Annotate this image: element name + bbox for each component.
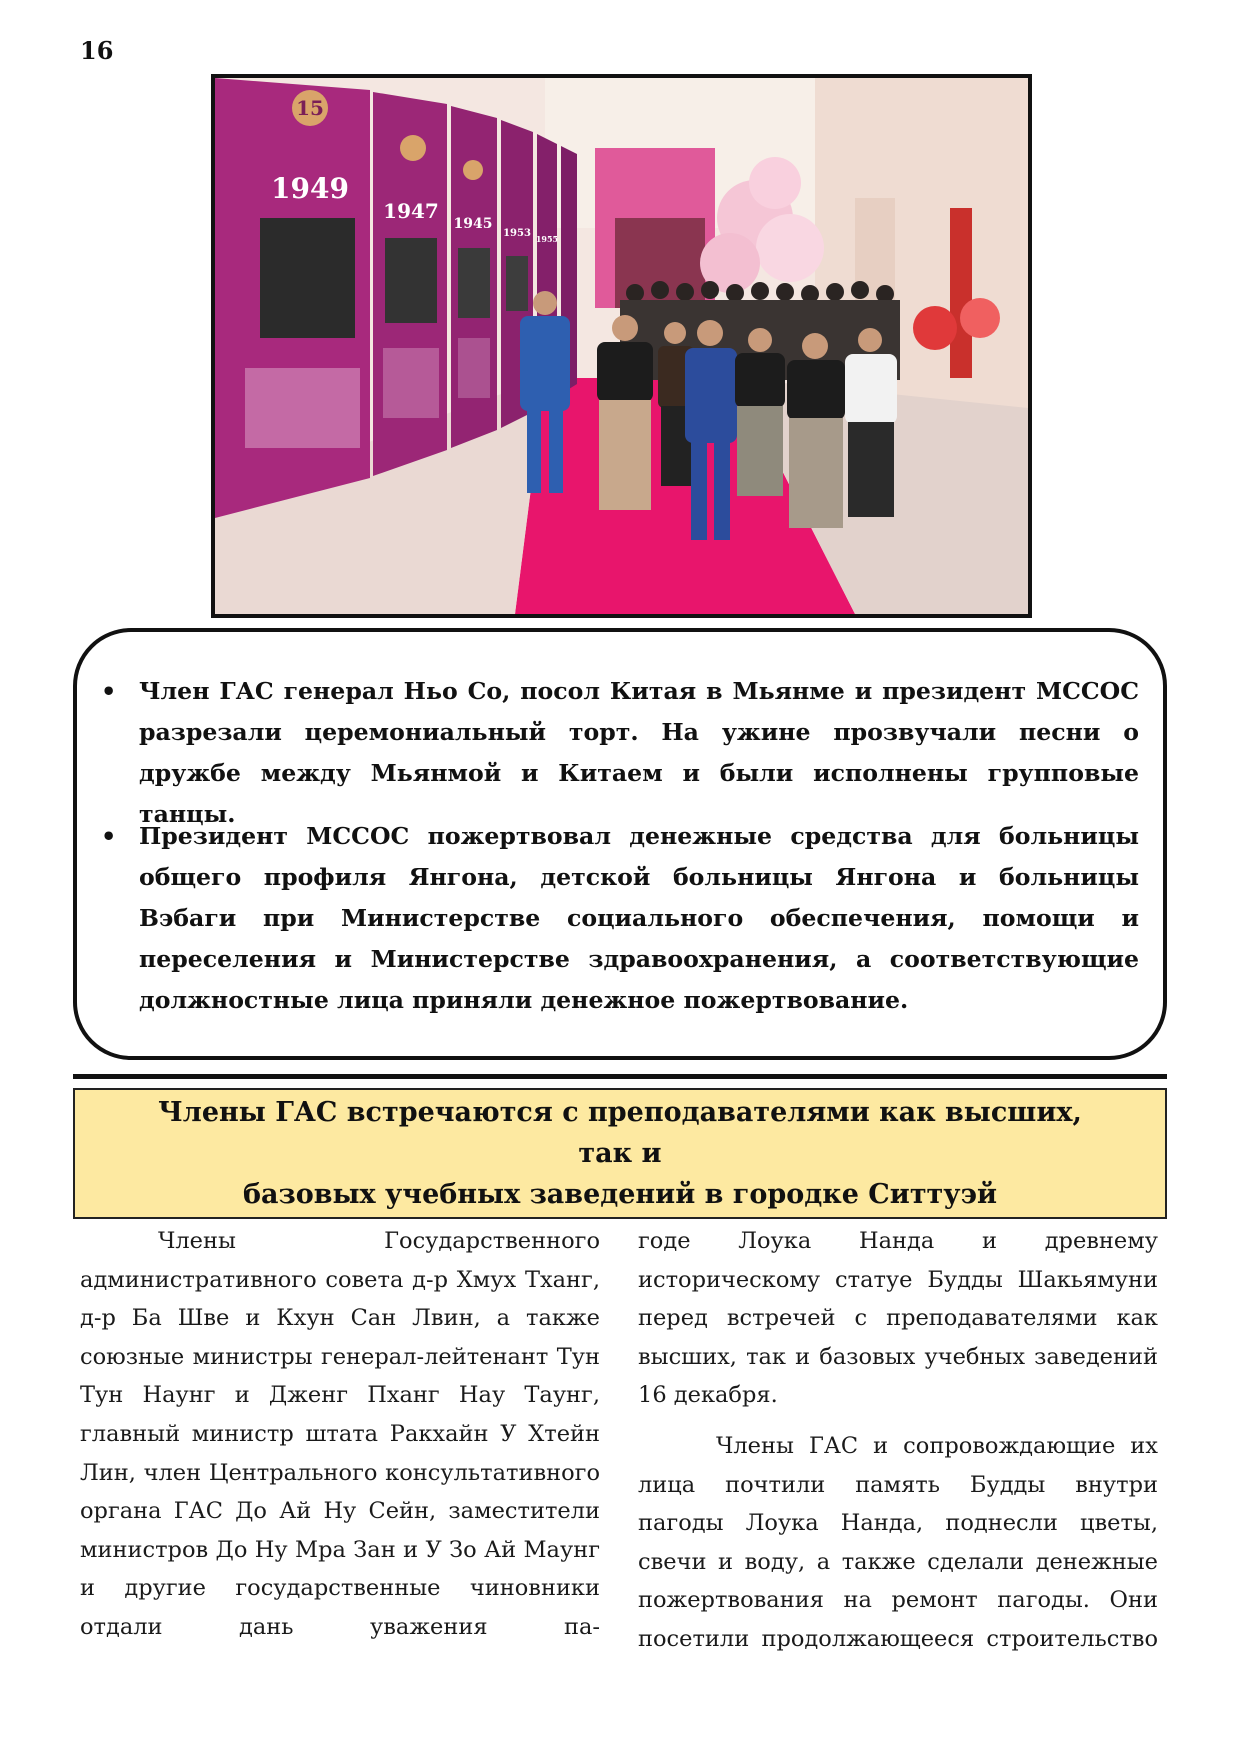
- exhibition-hall-illustration: [215, 78, 1028, 614]
- bullet-dot-icon: •: [101, 822, 117, 851]
- bullet-text: Член ГАС генерал Ньо Со, посол Китая в Мьянме и президент МССОС разрезали церемониальный торт. На ужине прозвучали песни о дружбе между Мьянмой и Китаем и были исполнены групповые танцы.: [139, 677, 1139, 828]
- bullet-item: [101, 671, 1139, 835]
- page-number: 16: [80, 36, 114, 65]
- bullet-item: [101, 816, 1139, 1021]
- panel-year: 1955: [535, 234, 559, 244]
- heading-line: Члены ГАС встречаются с преподавателями как высших, так и: [158, 1097, 1082, 1169]
- article-column-right: [638, 1222, 1158, 1659]
- heading-line: базовых учебных заведений в городке Ситтуэй: [242, 1179, 998, 1210]
- panel-year: 1949: [271, 172, 349, 205]
- summary-box: [73, 628, 1167, 1060]
- panel-year: 1953: [503, 228, 531, 239]
- section-heading-box: [73, 1088, 1167, 1219]
- article-paragraph: годе Лоука Нанда и древнему историческому статуе Будды Шакьямуни перед встречей с преподавателями как высших, так и базовых учебных заведений 16 декабря.: [638, 1228, 1158, 1409]
- article-paragraph: Члены ГАС и сопровождающие их лица почтили память Будды внутри пагоды Лоука Нанда, поднесли цветы, свечи и воду, а также сделали денежные пожертвования на ремонт пагоды. Они посетили продолжающееся строительство: [638, 1432, 1158, 1652]
- event-photo: [211, 74, 1032, 618]
- panel-year: 1945: [453, 216, 493, 232]
- bullet-dot-icon: •: [101, 677, 117, 706]
- panel-year: 1947: [383, 199, 439, 223]
- section-divider: [73, 1074, 1167, 1079]
- article-paragraph: Члены Государственного административного совета д-р Хмух Тханг, д-р Ба Шве и Кхун Сан Лвин, а также союзные министры генерал-лейтенант Тун Тун Наунг и Дженг Пханг Нау Таунг, главный министр штата Ракхайн У Хтейн Лин, член Центрального консультативного органа ГАС До Ай Ну Сейн, заместители министров До Ну Мра Зан и У Зо Ай Маунг и другие государственные чиновники отдали дань уважения па-: [80, 1228, 600, 1640]
- emblem-number: 15: [296, 96, 324, 120]
- bullet-text: Президент МССОС пожертвовал денежные средства для больницы общего профиля Янгона, детской больницы Янгона и больницы Вэбаги при Министерстве социального обеспечения, помощи и переселения и Министерстве здравоохранения, а соответствующие должностные лица приняли денежное пожертвование.: [139, 822, 1139, 1014]
- section-heading: [130, 1092, 1110, 1215]
- article-column-left: [80, 1222, 600, 1647]
